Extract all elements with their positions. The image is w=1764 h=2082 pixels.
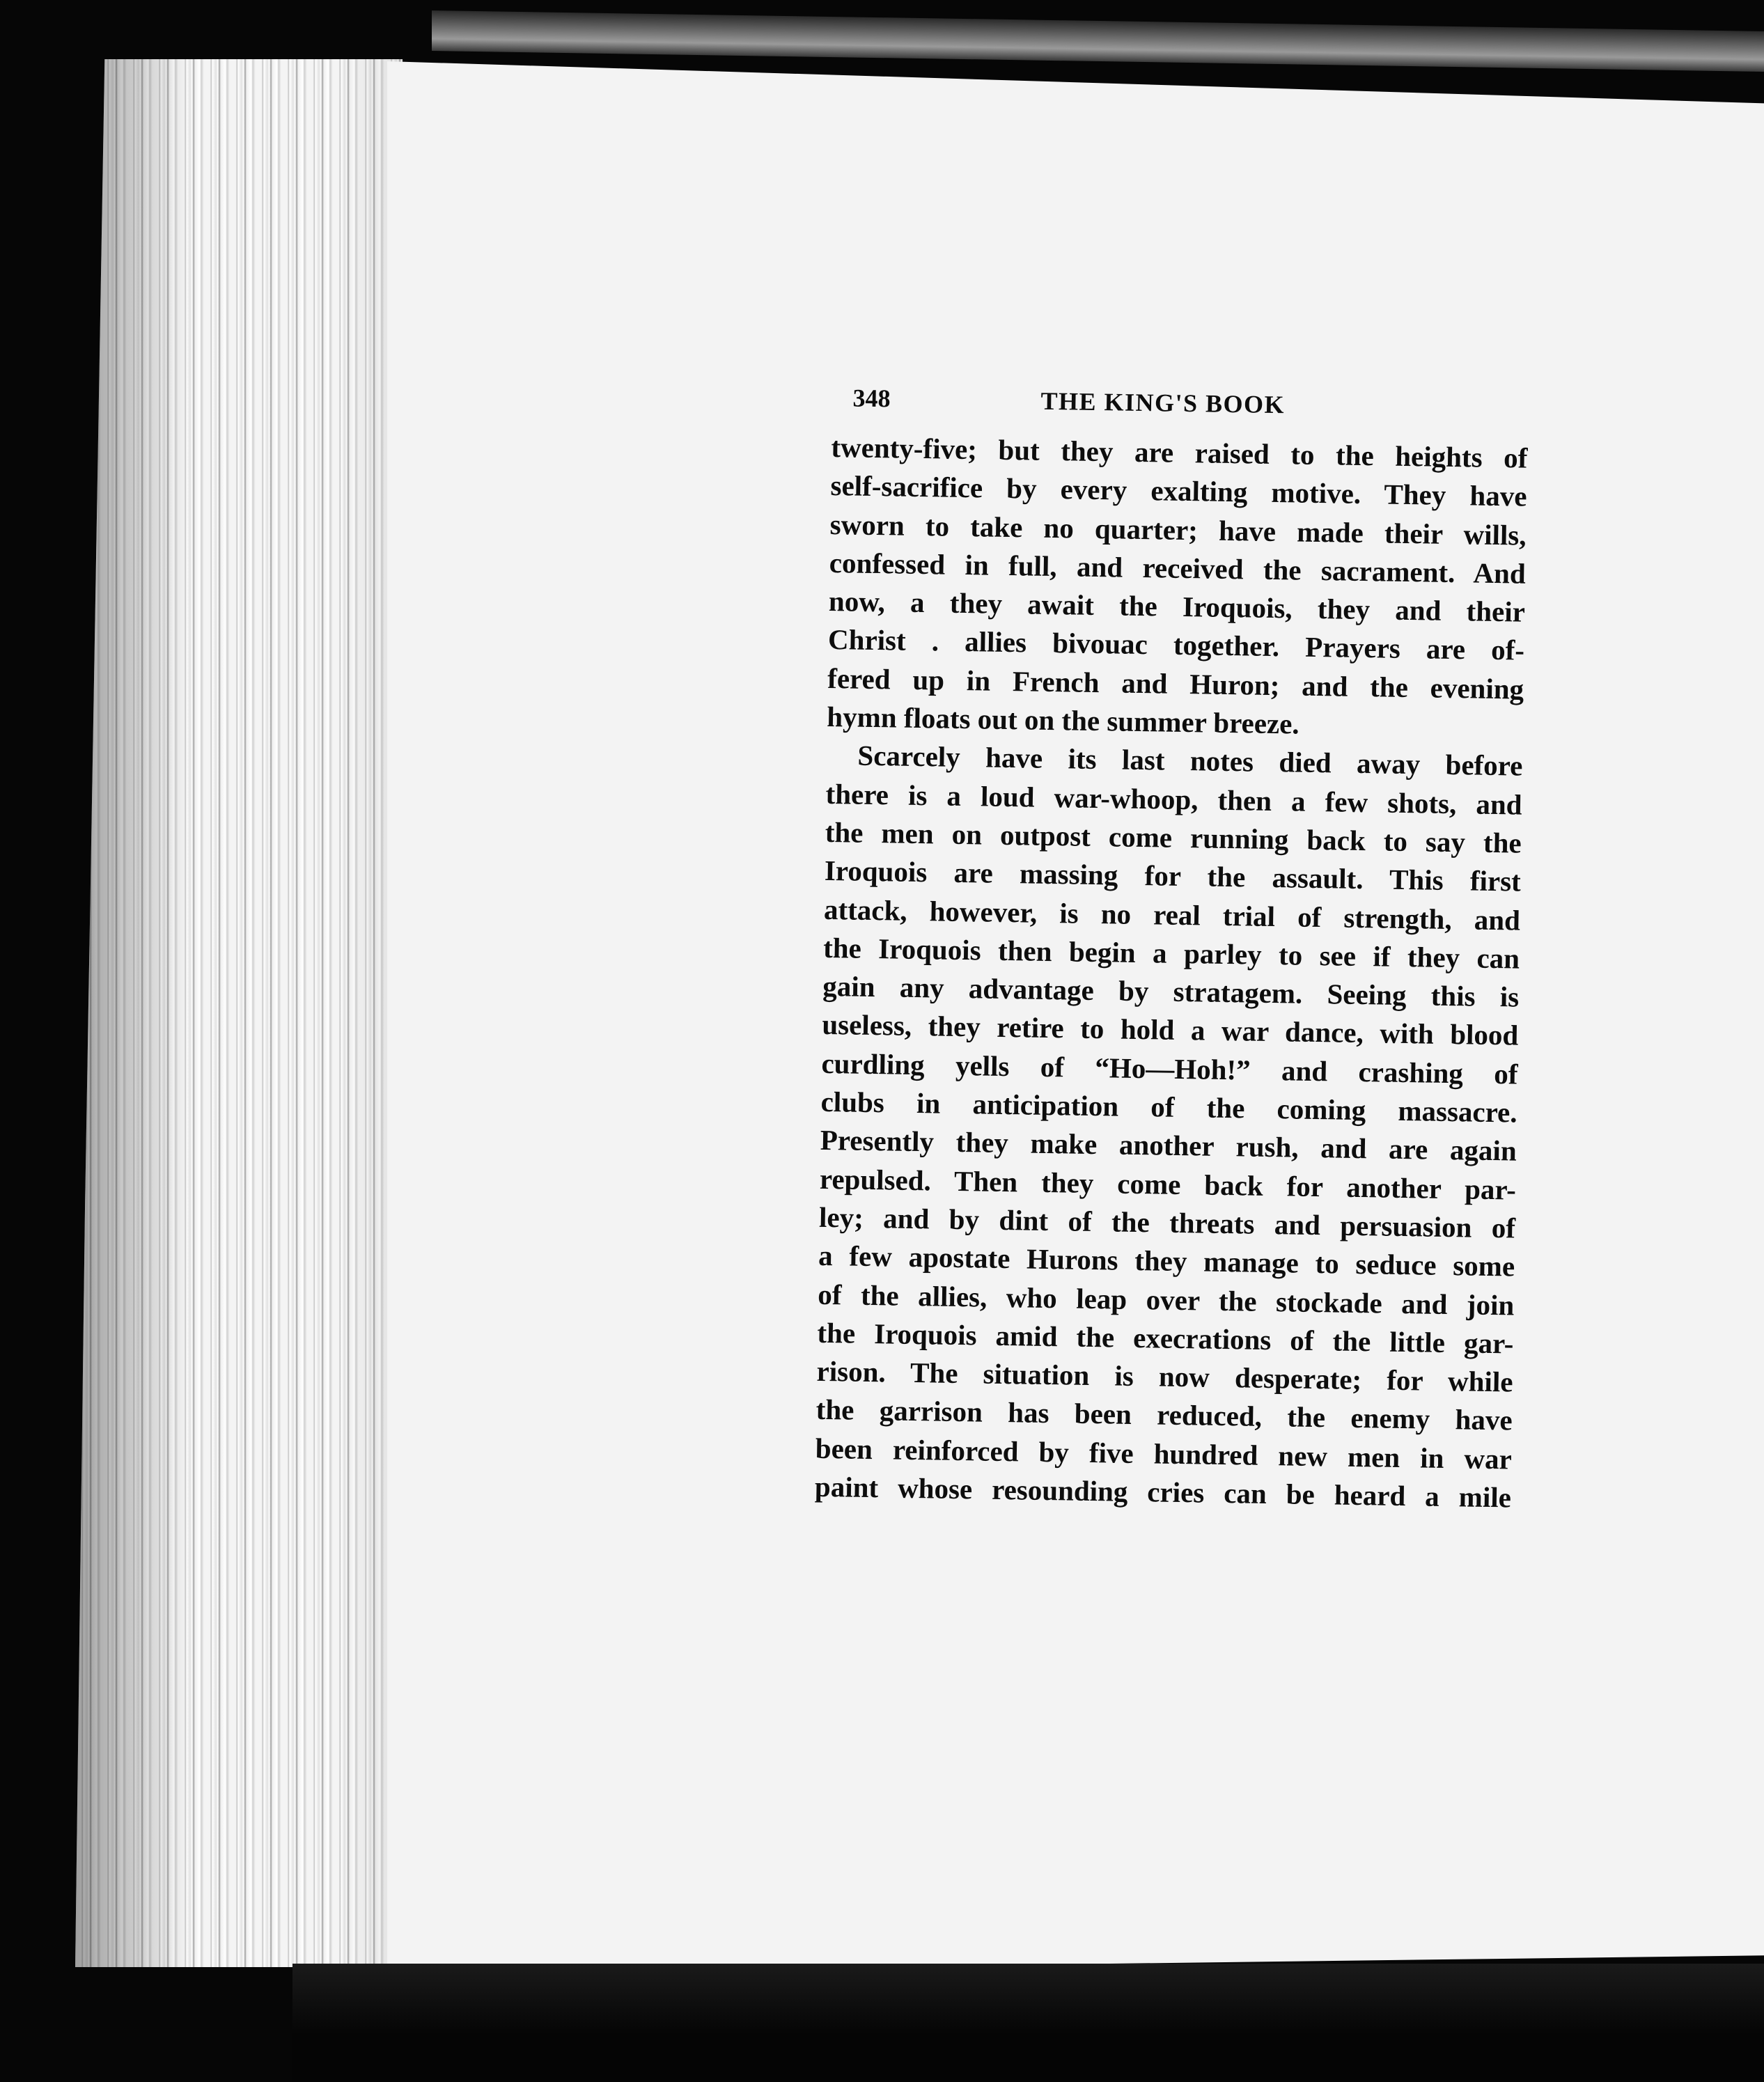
text-line: useless, they retire to hold a war dance, with blood (822, 1008, 1519, 1052)
text-line: ley; and by dint of the threats and persuasion of (818, 1200, 1516, 1244)
text-line: of the allies, who leap over the stockade and join (818, 1278, 1515, 1322)
text-line: clubs in anticipation of the coming massacre. (820, 1085, 1517, 1129)
text-line: attack, however, is no real trial of strength, and (823, 893, 1521, 937)
text-line: fered up in French and Huron; and the evening (827, 662, 1524, 705)
text-line: Scarcely have its last notes died away before (857, 739, 1523, 783)
text-line: repulsed. Then they come back for another par- (819, 1162, 1517, 1206)
text-line: paint whose resounding cries can be heard a mile (814, 1470, 1512, 1514)
text-line: confessed in full, and received the sacrament. And (829, 546, 1527, 590)
text-line: the Iroquois then begin a parley to see if they can (822, 931, 1520, 975)
text-line: gain any advantage by stratagem. Seeing this is (822, 970, 1520, 1013)
text-line: twenty-five; but they are raised to the heights of (831, 430, 1528, 474)
text-line: the Iroquois amid the execrations of the little gar- (817, 1316, 1514, 1360)
page-text-block (815, 379, 1563, 1518)
text-line: there is a loud war-whoop, then a few shots, and (825, 777, 1522, 821)
text-line: sworn to take no quarter; have made their wills, (829, 508, 1527, 551)
text-line: the men on outpost come running back to say the (825, 815, 1522, 859)
text-line: been reinforced by five hundred new men in war (815, 1432, 1513, 1476)
text-line: hymn floats out on the summer breeze. (827, 700, 1300, 740)
book-page-edges-shadow (75, 59, 403, 1967)
text-line: rison. The situation is now desperate; for while (816, 1354, 1513, 1398)
text-line: the garrison has been reduced, the enemy have (815, 1393, 1513, 1437)
text-line: self-sacrifice by every exalting motive. They have (830, 469, 1527, 512)
text-line: curdling yells of “Ho—Hoh!” and crashing of (821, 1047, 1518, 1090)
body-text (815, 428, 1563, 1518)
text-line: a few apostate Hurons they manage to seduce some (818, 1239, 1515, 1283)
paragraph-1 (827, 428, 1563, 748)
text-line: Presently they make another rush, and are again (820, 1124, 1517, 1167)
text-line: Iroquois are massing for the assault. This first (824, 854, 1522, 898)
bottom-shadow (292, 1964, 1764, 2082)
page-number: 348 (852, 384, 891, 413)
scanner-top-edge (432, 10, 1764, 72)
running-head-title: THE KING'S BOOK (1040, 386, 1286, 419)
text-line: now, a they await the Iroquois, they and their (828, 585, 1526, 628)
paragraph-2 (815, 736, 1558, 1517)
text-line: Christ . allies bivouac together. Prayers are of- (827, 623, 1525, 667)
